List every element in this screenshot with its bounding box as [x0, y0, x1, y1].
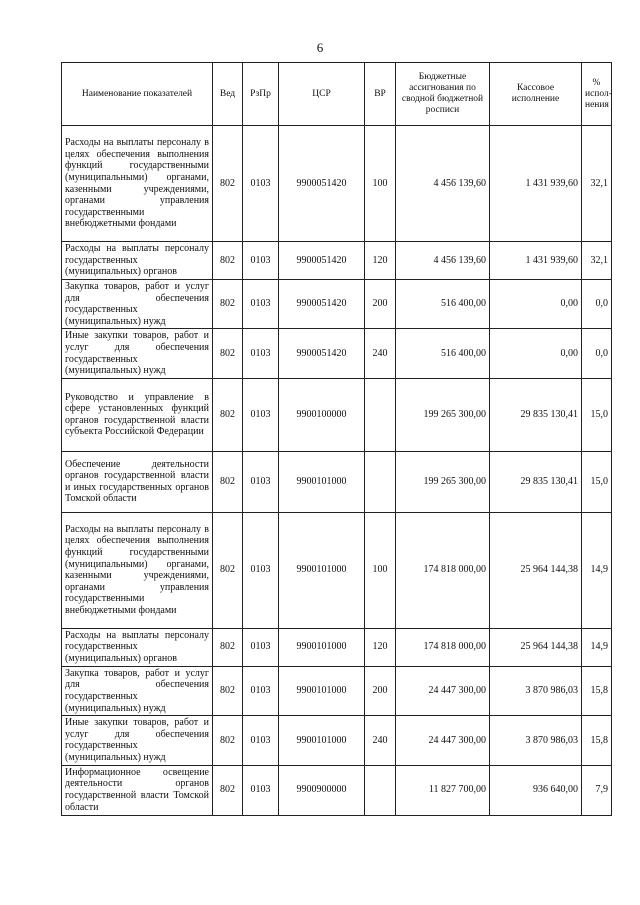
- row-ved: 802: [213, 716, 243, 765]
- row-rzpr: 0103: [243, 666, 279, 715]
- row-percent: 15,8: [582, 666, 612, 715]
- row-percent: 14,9: [582, 628, 612, 666]
- row-ved: 802: [213, 242, 243, 280]
- table-row: [62, 329, 612, 378]
- row-rzpr: 0103: [243, 378, 279, 451]
- table-header-row: [62, 63, 612, 126]
- row-vr: [365, 765, 396, 815]
- table-row: [62, 280, 612, 329]
- row-ved: 802: [213, 378, 243, 451]
- row-ved: 802: [213, 666, 243, 715]
- row-csr: 9900101000: [279, 451, 365, 512]
- row-vr: 100: [365, 512, 396, 628]
- row-cash: 29 835 130,41: [490, 378, 582, 451]
- row-budget: 174 818 000,00: [396, 628, 490, 666]
- row-vr: 200: [365, 666, 396, 715]
- row-name: Руководство и управление в сфере установленных функций органов государственной власти субъекта Российской Федерации: [62, 378, 213, 451]
- row-rzpr: 0103: [243, 280, 279, 329]
- row-csr: 9900900000: [279, 765, 365, 815]
- row-vr: 240: [365, 716, 396, 765]
- header-ved: Вед: [213, 63, 243, 126]
- row-csr: 9900051420: [279, 329, 365, 378]
- row-ved: 802: [213, 329, 243, 378]
- row-name: Иные закупки товаров, работ и услуг для обеспечения государственных (муниципальных) нужд: [62, 716, 213, 765]
- row-ved: 802: [213, 628, 243, 666]
- row-budget: 516 400,00: [396, 280, 490, 329]
- row-cash: 1 431 939,60: [490, 126, 582, 242]
- row-budget: 174 818 000,00: [396, 512, 490, 628]
- row-cash: 0,00: [490, 280, 582, 329]
- row-csr: 9900101000: [279, 512, 365, 628]
- row-cash: 3 870 986,03: [490, 666, 582, 715]
- row-budget: 24 447 300,00: [396, 666, 490, 715]
- table-row: [62, 378, 612, 451]
- row-percent: 7,9: [582, 765, 612, 815]
- row-budget: 11 827 700,00: [396, 765, 490, 815]
- row-rzpr: 0103: [243, 242, 279, 280]
- row-percent: 32,1: [582, 242, 612, 280]
- row-name: Иные закупки товаров, работ и услуг для обеспечения государственных (муниципальных) нужд: [62, 329, 213, 378]
- row-csr: 9900051420: [279, 280, 365, 329]
- row-name: Обеспечение деятельности органов государственной власти и иных государственных органов Томской области: [62, 451, 213, 512]
- header-budget: Бюджетные ассигнования по сводной бюджетной росписи: [396, 63, 490, 126]
- row-rzpr: 0103: [243, 628, 279, 666]
- row-vr: [365, 451, 396, 512]
- row-csr: 9900101000: [279, 666, 365, 715]
- row-csr: 9900100000: [279, 378, 365, 451]
- row-budget: 4 456 139,60: [396, 126, 490, 242]
- row-percent: 0,0: [582, 329, 612, 378]
- table-row: [62, 242, 612, 280]
- row-vr: 120: [365, 628, 396, 666]
- row-cash: 25 964 144,38: [490, 512, 582, 628]
- row-ved: 802: [213, 280, 243, 329]
- row-csr: 9900101000: [279, 716, 365, 765]
- header-csr: ЦСР: [279, 63, 365, 126]
- row-budget: 24 447 300,00: [396, 716, 490, 765]
- row-vr: 120: [365, 242, 396, 280]
- row-cash: 1 431 939,60: [490, 242, 582, 280]
- row-ved: 802: [213, 126, 243, 242]
- row-rzpr: 0103: [243, 451, 279, 512]
- header-vr: ВР: [365, 63, 396, 126]
- row-cash: 936 640,00: [490, 765, 582, 815]
- row-name: Закупка товаров, работ и услуг для обеспечения государственных (муниципальных) нужд: [62, 280, 213, 329]
- row-percent: 15,0: [582, 451, 612, 512]
- row-rzpr: 0103: [243, 329, 279, 378]
- header-percent: % испол-нения: [582, 63, 612, 126]
- row-cash: 25 964 144,38: [490, 628, 582, 666]
- row-percent: 32,1: [582, 126, 612, 242]
- row-percent: 14,9: [582, 512, 612, 628]
- row-name: Закупка товаров, работ и услуг для обеспечения государственных (муниципальных) нужд: [62, 666, 213, 715]
- row-csr: 9900051420: [279, 242, 365, 280]
- row-cash: 29 835 130,41: [490, 451, 582, 512]
- row-vr: [365, 378, 396, 451]
- budget-execution-table: [61, 62, 612, 816]
- header-name: Наименование показателей: [62, 63, 213, 126]
- table-row: [62, 666, 612, 715]
- row-cash: 3 870 986,03: [490, 716, 582, 765]
- row-name: Информационное освещение деятельности органов государственной власти Томской области: [62, 765, 213, 815]
- header-rzpr: РзПр: [243, 63, 279, 126]
- row-csr: 9900101000: [279, 628, 365, 666]
- row-rzpr: 0103: [243, 512, 279, 628]
- row-name: Расходы на выплаты персоналу государственных (муниципальных) органов: [62, 242, 213, 280]
- row-percent: 0,0: [582, 280, 612, 329]
- row-budget: 199 265 300,00: [396, 451, 490, 512]
- row-rzpr: 0103: [243, 716, 279, 765]
- row-ved: 802: [213, 765, 243, 815]
- row-rzpr: 0103: [243, 126, 279, 242]
- page-number: 6: [316, 40, 324, 55]
- row-percent: 15,8: [582, 716, 612, 765]
- table-row: [62, 512, 612, 628]
- row-budget: 516 400,00: [396, 329, 490, 378]
- row-percent: 15,0: [582, 378, 612, 451]
- table-row: [62, 765, 612, 815]
- row-cash: 0,00: [490, 329, 582, 378]
- header-cash: Кассовое исполнение: [490, 63, 582, 126]
- row-vr: 100: [365, 126, 396, 242]
- row-ved: 802: [213, 512, 243, 628]
- table-row: [62, 451, 612, 512]
- row-name: Расходы на выплаты персоналу в целях обеспечения выполнения функций государственными (муниципальными) органами, казенными учреждениями, органами управления государственными внебюджетными фондами: [62, 126, 213, 242]
- table-row: [62, 628, 612, 666]
- row-csr: 9900051420: [279, 126, 365, 242]
- row-name: Расходы на выплаты персоналу государственных (муниципальных) органов: [62, 628, 213, 666]
- table-row: [62, 716, 612, 765]
- row-vr: 200: [365, 280, 396, 329]
- row-budget: 4 456 139,60: [396, 242, 490, 280]
- row-ved: 802: [213, 451, 243, 512]
- row-vr: 240: [365, 329, 396, 378]
- row-budget: 199 265 300,00: [396, 378, 490, 451]
- row-rzpr: 0103: [243, 765, 279, 815]
- row-name: Расходы на выплаты персоналу в целях обеспечения выполнения функций государственными (муниципальными) органами, казенными учреждениями, органами управления государственными внебюджетными фондами: [62, 512, 213, 628]
- table-row: [62, 126, 612, 242]
